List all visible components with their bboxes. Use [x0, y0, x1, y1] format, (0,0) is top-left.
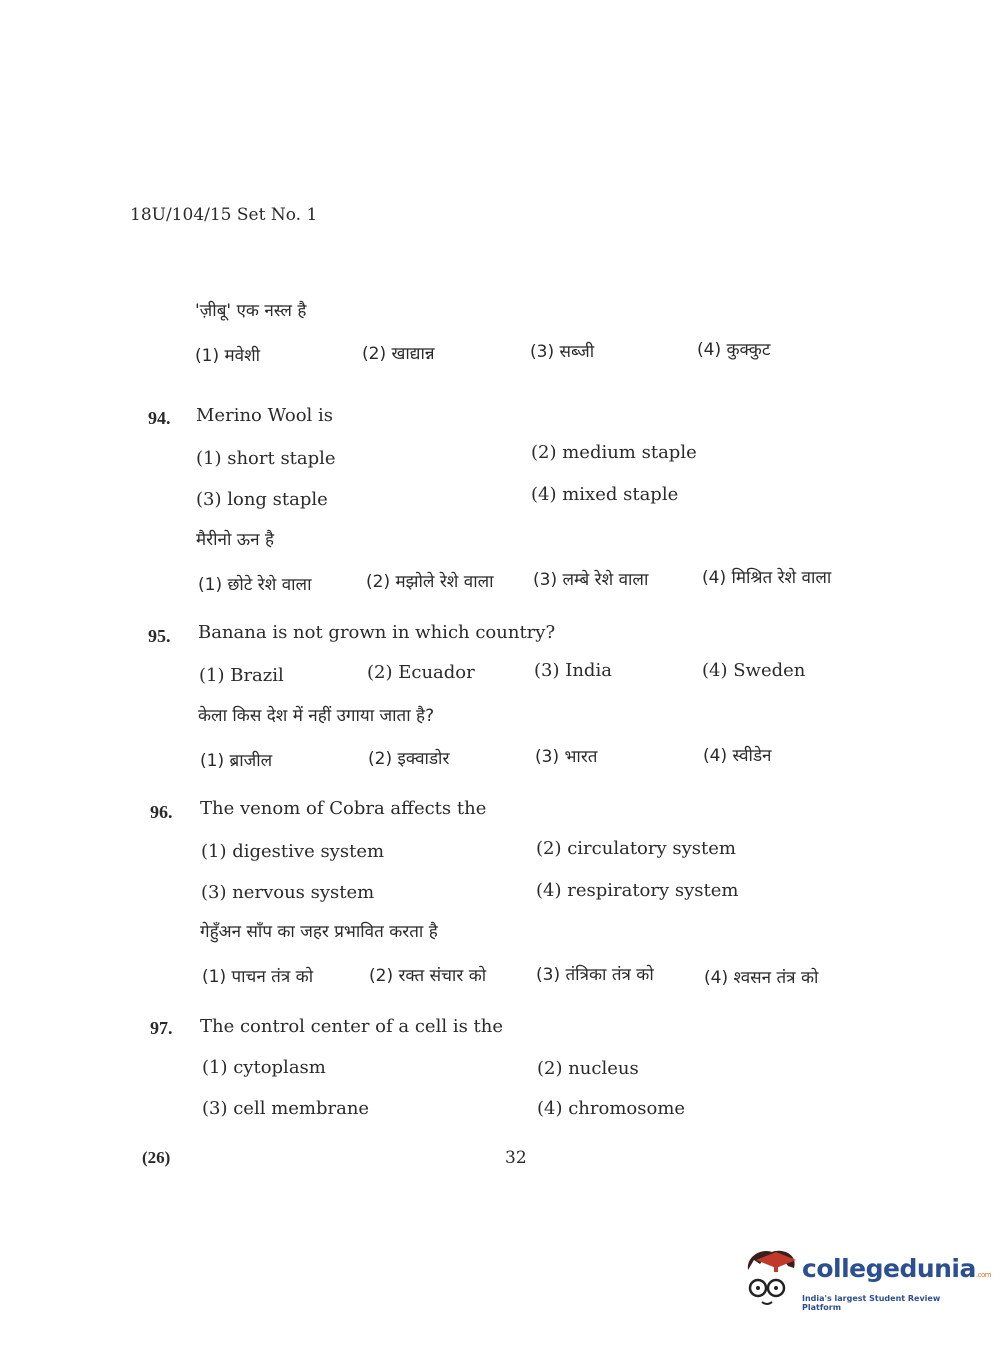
q94-option-3-hindi: (3) लम्बे रेशे वाला	[533, 570, 649, 590]
q96-number: 96.	[150, 802, 173, 822]
q96-option-3-hindi: (3) तंत्रिका तंत्र को	[536, 965, 654, 985]
logo-brand-text: collegedunia	[802, 1254, 976, 1283]
q96-option-2: (2) circulatory system	[536, 838, 736, 859]
q93-option-3-hindi: (3) सब्जी	[530, 342, 595, 362]
q94-stem-hindi: मैरीनो ऊन है	[196, 530, 274, 550]
q95-option-1-hindi: (1) ब्राजील	[200, 751, 273, 771]
q95-number: 95.	[148, 626, 171, 646]
q96-option-1-hindi: (1) पाचन तंत्र को	[202, 967, 314, 987]
q93-stem-hindi: 'ज़ीबू' एक नस्ल है	[195, 301, 307, 321]
q94-option-1-hindi: (1) छोटे रेशे वाला	[198, 575, 312, 595]
q96-option-4-hindi: (4) श्वसन तंत्र को	[704, 968, 819, 988]
collegedunia-logo	[742, 1248, 992, 1320]
q94-option-4: (4) mixed staple	[531, 484, 679, 505]
q97-stem: The control center of a cell is the	[200, 1016, 504, 1037]
q94-option-3: (3) long staple	[196, 489, 328, 510]
q97-option-4: (4) chromosome	[537, 1098, 686, 1119]
q95-option-1: (1) Brazil	[199, 665, 284, 686]
q94-option-2: (2) medium staple	[531, 442, 697, 463]
q95-option-2-hindi: (2) इक्वाडोर	[368, 749, 450, 769]
q97-option-3: (3) cell membrane	[202, 1098, 370, 1119]
q95-option-4-hindi: (4) स्वीडेन	[703, 746, 772, 766]
q97-option-1: (1) cytoplasm	[202, 1057, 326, 1078]
mascot-icon	[742, 1248, 802, 1312]
q96-stem-hindi: गेहुँअन साँप का जहर प्रभावित करता है	[200, 922, 438, 942]
logo-suffix-text: .com	[975, 1271, 992, 1279]
paper-code: 18U/104/15 Set No. 1	[130, 205, 318, 225]
q93-option-1-hindi: (1) मवेशी	[195, 346, 261, 366]
q96-option-4: (4) respiratory system	[536, 880, 739, 901]
q96-option-2-hindi: (2) रक्त संचार को	[369, 966, 487, 986]
q96-stem: The venom of Cobra affects the	[200, 798, 487, 819]
q95-option-4: (4) Sweden	[702, 660, 806, 681]
q96-option-3: (3) nervous system	[201, 882, 375, 903]
q95-option-3: (3) India	[534, 660, 612, 681]
q94-option-4-hindi: (4) मिश्रित रेशे वाला	[702, 568, 832, 588]
q95-stem: Banana is not grown in which country?	[198, 622, 556, 643]
q94-option-2-hindi: (2) मझोले रेशे वाला	[366, 572, 494, 592]
logo-tagline: India's largest Student Review Platform	[802, 1294, 941, 1312]
q94-number: 94.	[148, 408, 171, 428]
q95-option-2: (2) Ecuador	[367, 662, 475, 683]
q95-option-3-hindi: (3) भारत	[535, 747, 598, 767]
q93-option-4-hindi: (4) कुक्कुट	[697, 340, 771, 360]
q96-option-1: (1) digestive system	[201, 841, 385, 862]
footer-code: (26)	[142, 1148, 171, 1167]
q94-option-1: (1) short staple	[196, 448, 336, 469]
page-number: 32	[505, 1148, 527, 1168]
q95-stem-hindi: केला किस देश में नहीं उगाया जाता है?	[198, 706, 435, 726]
q93-option-2-hindi: (2) खाद्यान्न	[362, 344, 435, 364]
q94-stem: Merino Wool is	[196, 405, 334, 426]
q97-number: 97.	[150, 1018, 173, 1038]
q97-option-2: (2) nucleus	[537, 1058, 639, 1079]
